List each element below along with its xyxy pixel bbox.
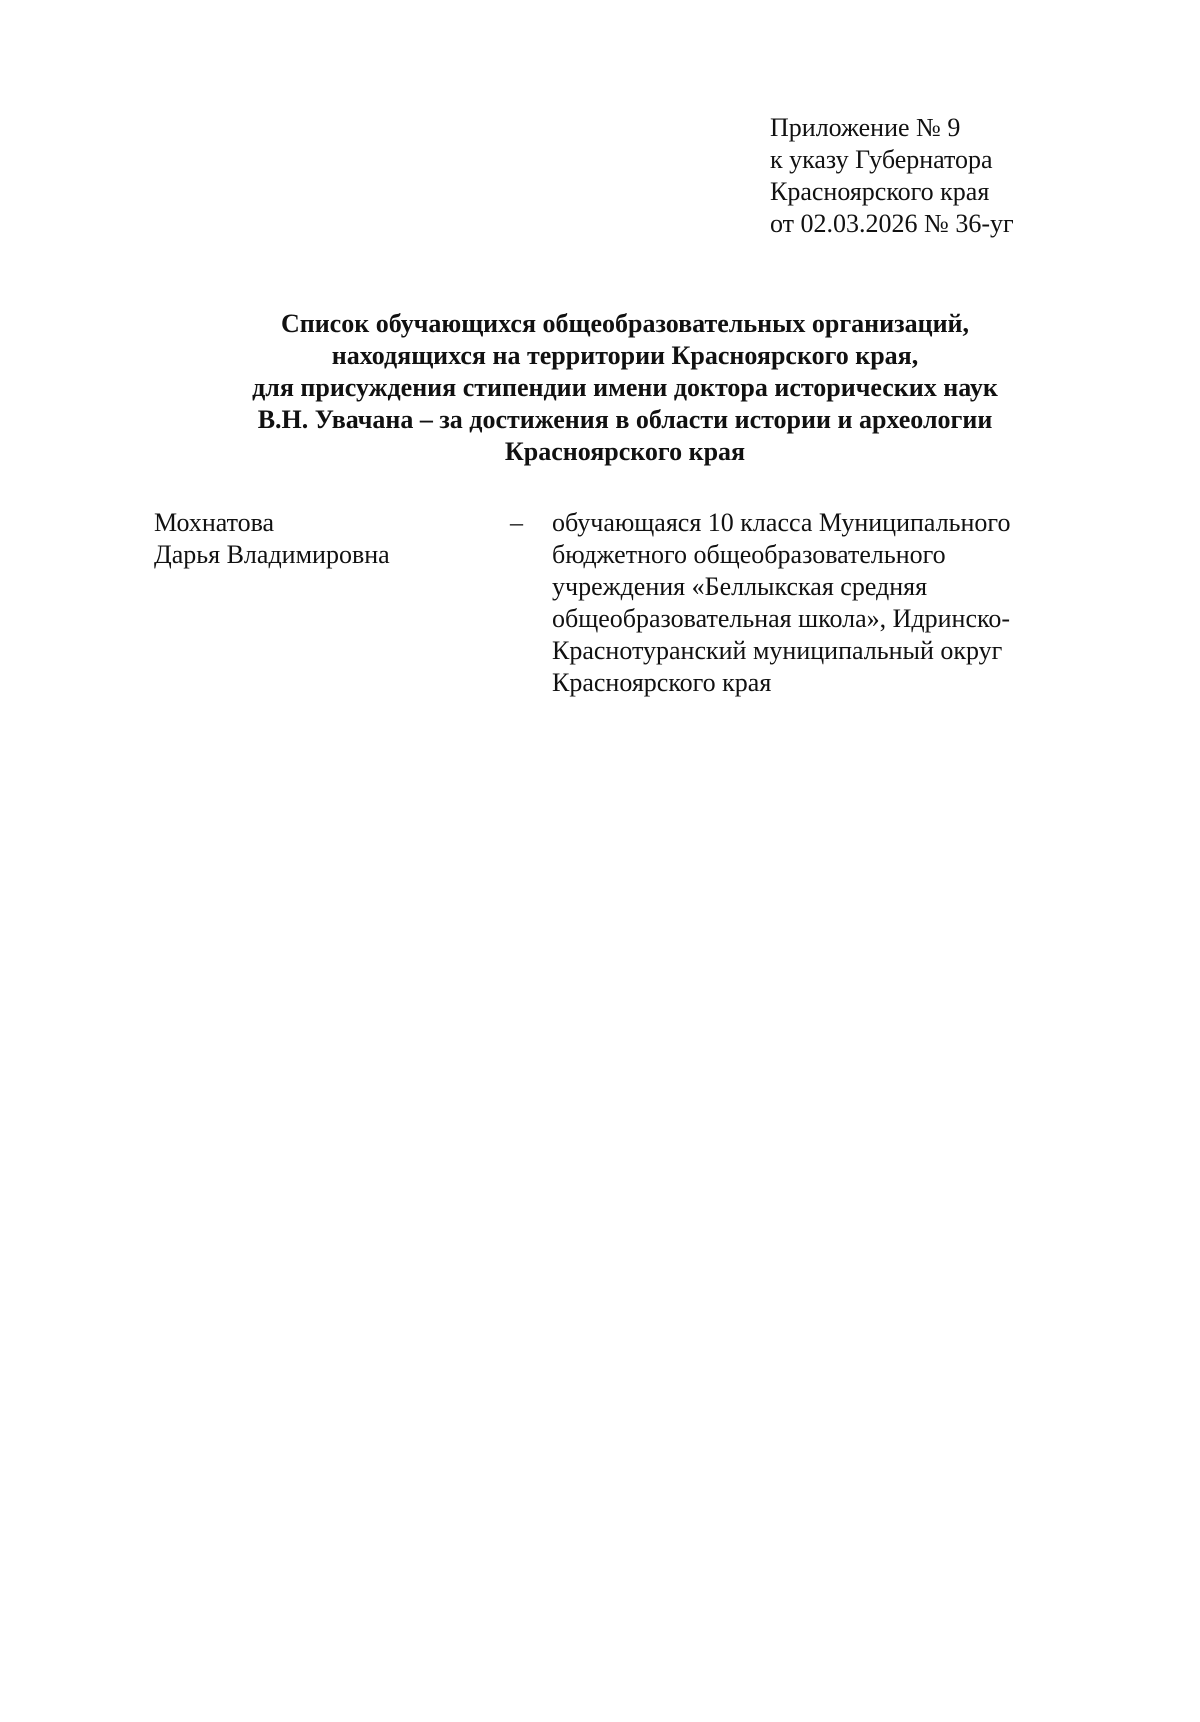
student-name [154,507,390,571]
title-line: Список обучающихся общеобразовательных организаций, [280,309,970,338]
description-line: бюджетного общеобразовательного [552,540,946,569]
annex-line-date: от 02.03.2026 № 36-уг [770,209,1014,238]
student-surname: Мохнатова [154,508,275,537]
description-line: Красноярского края [552,668,772,697]
student-given-names: Дарья Владимировна [154,540,390,569]
student-description [552,507,1010,699]
entry-dash: – [510,508,523,537]
annex-line-region: Красноярского края [770,177,990,206]
description-line: обучающаяся 10 класса Муниципального [552,508,1011,537]
annex-block [770,112,1014,240]
annex-line-decree: к указу Губернатора [770,145,993,174]
description-line: общеобразовательная школа», Идринско- [552,604,1010,633]
description-line: учреждения «Беллыкская средняя [552,572,928,601]
title-line: для присуждения стипендии имени доктора исторических наук [252,373,998,402]
annex-line-number: Приложение № 9 [770,113,961,142]
document-title [140,308,1110,468]
title-line: находящихся на территории Красноярского края, [331,341,919,370]
description-line: Краснотуранский муниципальный округ [552,636,1003,665]
title-line: В.Н. Увачана – за достижения в области истории и археологии [257,405,993,434]
title-line: Красноярского края [504,437,746,466]
